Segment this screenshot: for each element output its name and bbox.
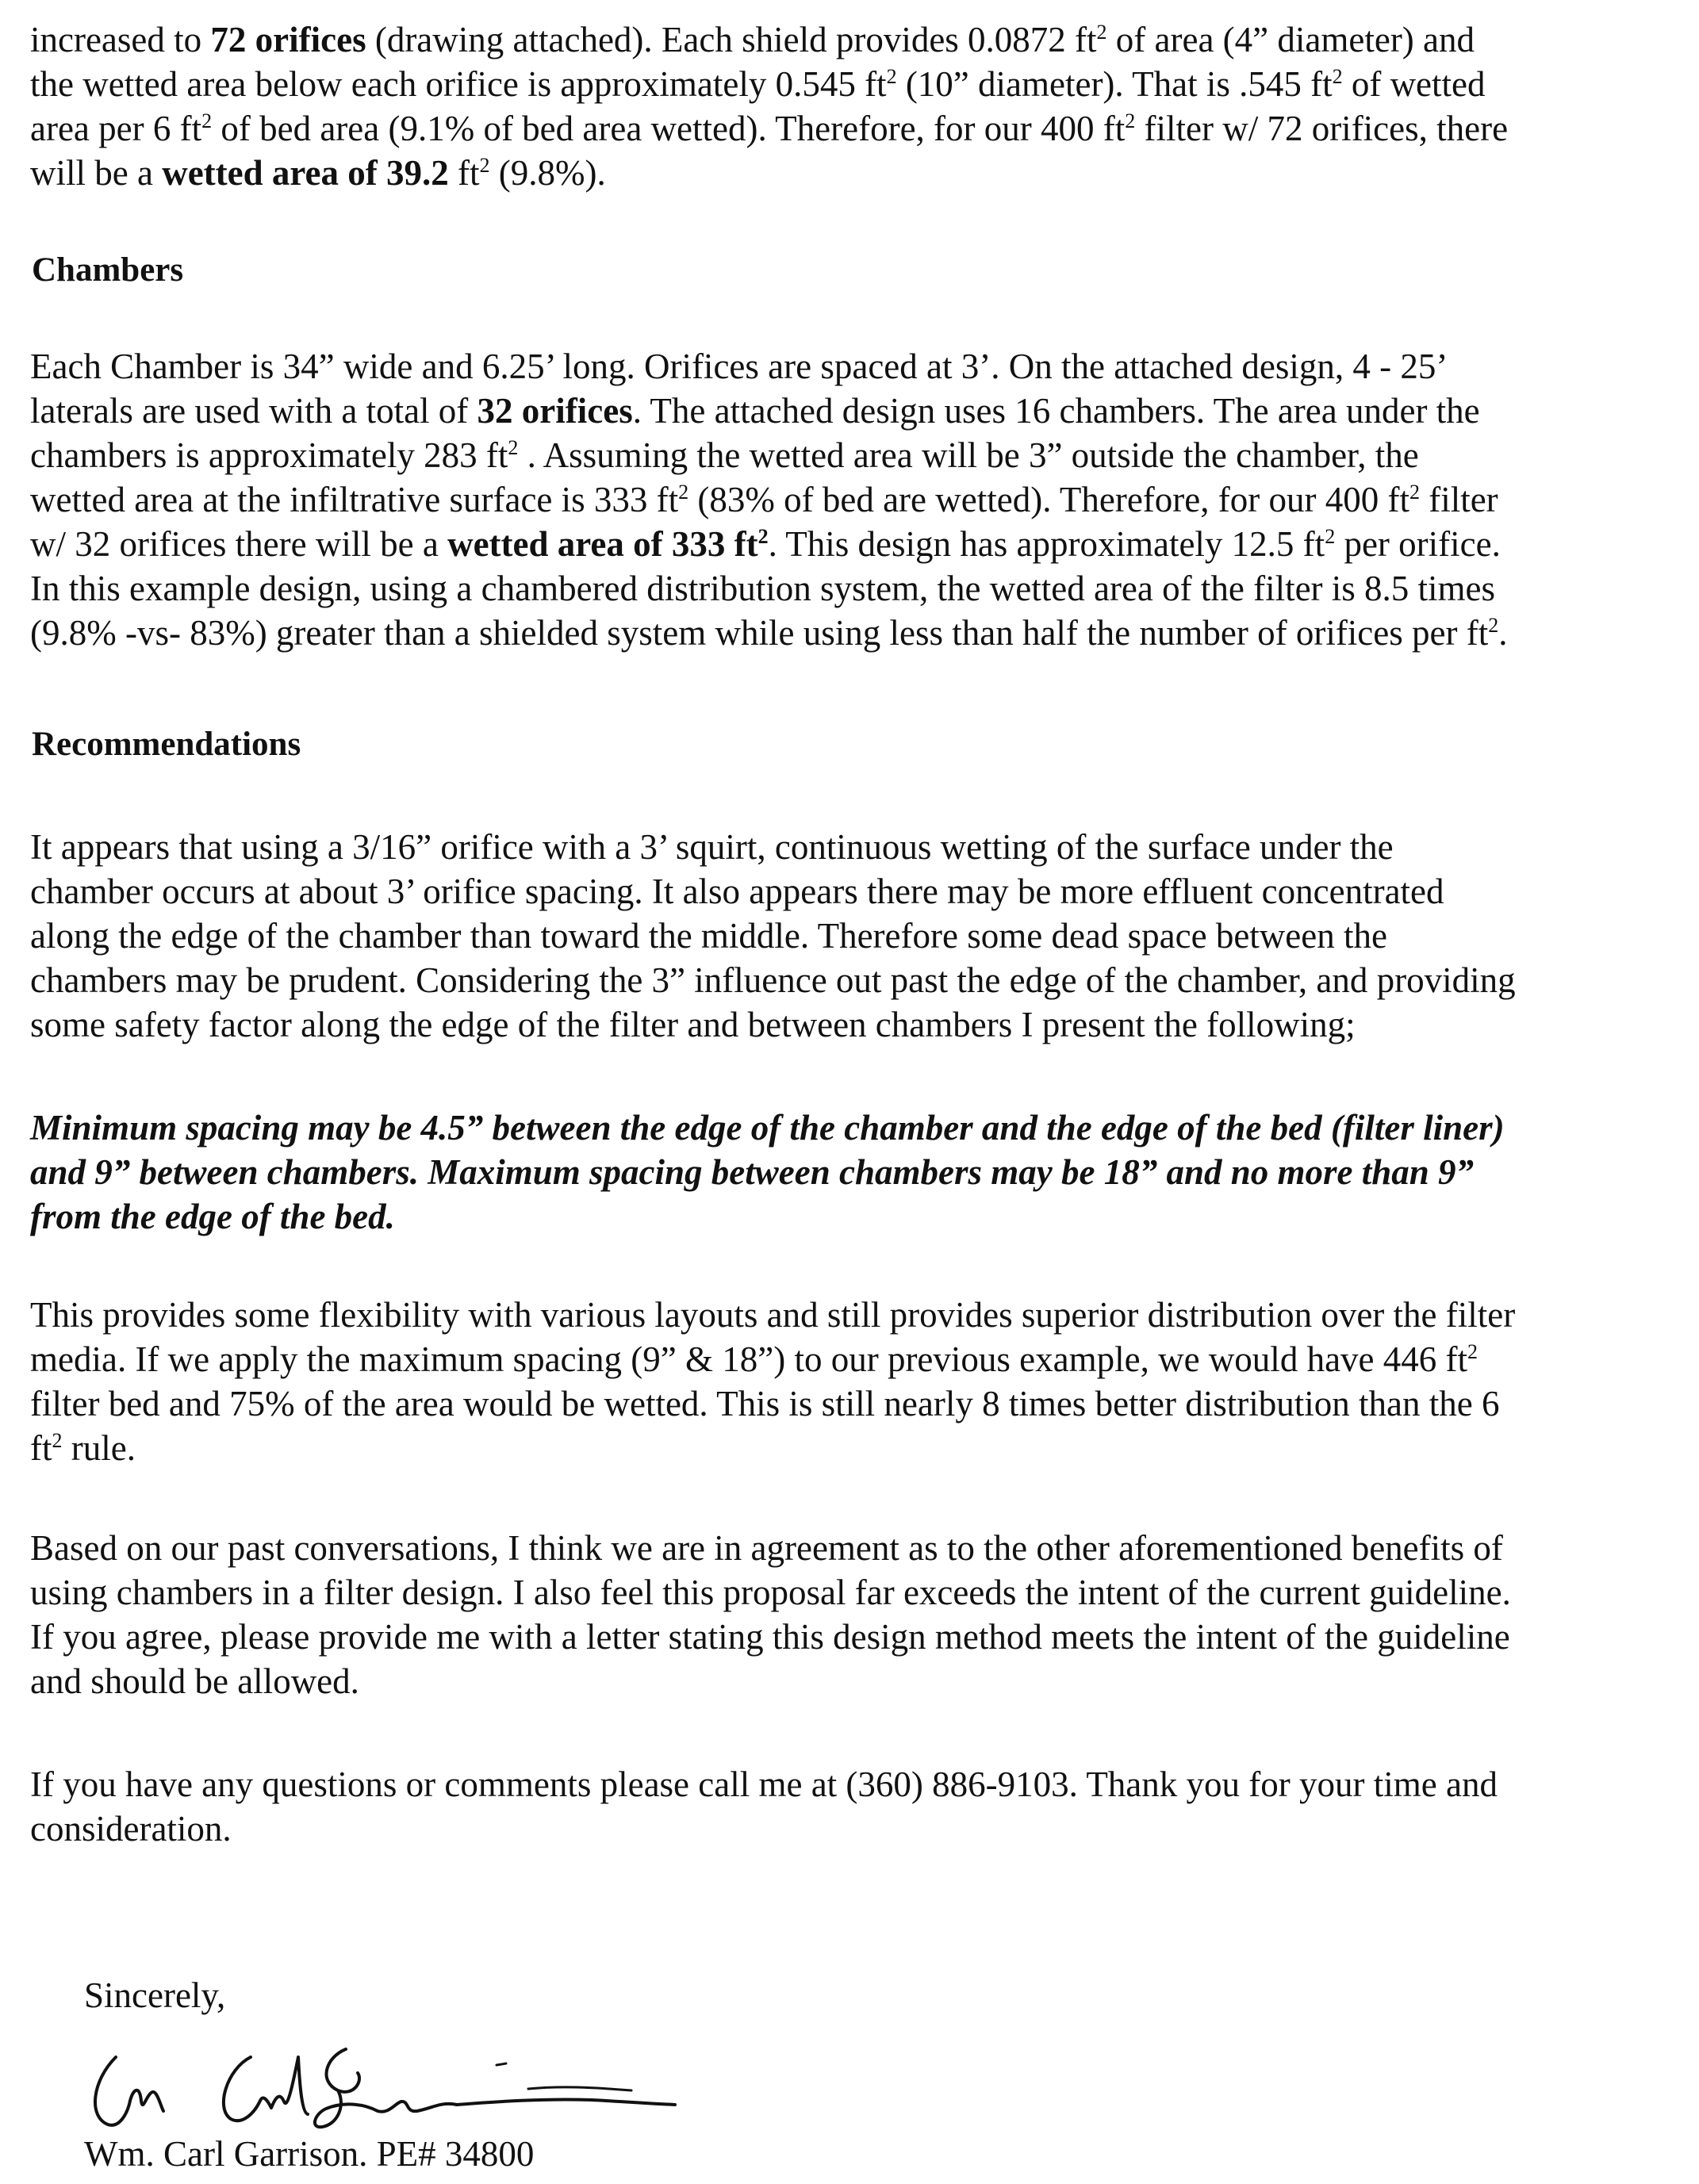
text-span: (83% of bed are wetted). Therefore, for our 400 ft [688, 480, 1409, 519]
flexibility-paragraph [30, 1293, 1680, 1470]
contact-paragraph [30, 1762, 1680, 1851]
signature-stroke [224, 2057, 308, 2121]
chambers-heading: Chambers [32, 251, 184, 289]
text-span: per orifice. [1335, 524, 1501, 564]
text-line: consideration. [30, 1809, 232, 1849]
text-span: (9.8% -vs- 83%) greater than a shielded system while using less than half the number of orifices per ft [30, 613, 1489, 653]
text-span: ft [448, 153, 480, 193]
text-span: area per 6 ft [30, 109, 202, 148]
superscript: 2 [1096, 21, 1107, 44]
superscript: 2 [1409, 481, 1420, 504]
superscript: 2 [1125, 109, 1136, 132]
superscript: 2 [52, 1429, 63, 1452]
superscript: 2 [508, 436, 519, 459]
text-line: and should be allowed. [30, 1661, 359, 1701]
signature-flourish [528, 2087, 631, 2090]
text-line: Each Chamber is 34” wide and 6.25’ long. Orifices are spaced at 3’. On the attached design, 4 - 25’ [30, 347, 1448, 386]
emphasis-32-orifices: 32 orifices [477, 391, 633, 431]
text-span: of wetted [1342, 64, 1486, 104]
text-span: (drawing attached). Each shield provides 0.0872 ft [366, 20, 1097, 59]
text-line: from the edge of the bed. [30, 1197, 395, 1236]
text-line: It appears that using a 3/16” orifice with a 3’ squirt, continuous wetting of the surface under the [30, 827, 1394, 867]
handwritten-signature [84, 2025, 703, 2136]
text-span: wetted area at the infiltrative surface is 333 ft [30, 480, 679, 519]
text-span: ft [30, 1428, 52, 1468]
superscript: 2 [1332, 65, 1343, 88]
signature-stroke [315, 2049, 457, 2127]
text-span: chambers is approximately 283 ft [30, 435, 508, 475]
superscript: 2 [479, 154, 490, 177]
superscript: 2 [678, 481, 689, 504]
text-span: filter w/ 72 orifices, there [1135, 109, 1509, 148]
text-span: of bed area (9.1% of bed area wetted). Therefore, for our 400 ft [212, 109, 1126, 148]
signature-block [84, 1975, 798, 2184]
text-line: Based on our past conversations, I think we are in agreement as to the other aforementioned benefits of [30, 1528, 1503, 1568]
text-span: w/ 32 orifices there will be a [30, 524, 448, 564]
text-line: This provides some flexibility with various layouts and still provides superior distribution over the filter [30, 1295, 1516, 1335]
text-span: . Assuming the wetted area will be 3” outside the chamber, the [518, 435, 1419, 475]
superscript: 2 [757, 525, 769, 548]
text-span: laterals are used with a total of [30, 391, 477, 431]
text-span: the wetted area below each orifice is approximately 0.545 ft [30, 64, 887, 104]
text-span: (9.8%). [489, 153, 606, 193]
spacing-recommendation [30, 1105, 1680, 1239]
text-span: filter [1419, 480, 1498, 519]
shield-paragraph [30, 17, 1680, 195]
signature-mark [497, 2063, 506, 2065]
emphasis-wetted-area: wetted area of 39.2 [162, 153, 449, 193]
signature-stroke [130, 2090, 163, 2111]
signer-name: Wm. Carl Garrison. PE# 34800 [84, 2134, 535, 2174]
text-line: along the edge of the chamber than toward the middle. Therefore some dead space between the [30, 916, 1387, 956]
emphasis-wetted-area-333: wetted area of 333 ft [447, 524, 758, 564]
text-span: of area (4” diameter) and [1106, 20, 1475, 59]
superscript: 2 [886, 65, 897, 88]
superscript: 2 [1467, 1340, 1478, 1363]
signature-stroke [95, 2057, 130, 2125]
text-span: . The attached design uses 16 chambers. The area under the [632, 391, 1480, 431]
text-line: some safety factor along the edge of the filter and between chambers I present the following; [30, 1005, 1356, 1044]
text-span: media. If we apply the maximum spacing (9” & 18”) to our previous example, we would have 446 ft [30, 1339, 1467, 1379]
text-line: using chambers in a filter design. I also feel this proposal far exceeds the intent of the current guideline. [30, 1573, 1511, 1612]
text-line: and 9” between chambers. Maximum spacing between chambers may be 18” and no more than 9” [30, 1152, 1475, 1192]
text-line: chamber occurs at about 3’ orifice spacing. It also appears there may be more effluent concentrated [30, 872, 1444, 911]
text-span: . [1498, 613, 1508, 653]
chambers-paragraph [30, 344, 1680, 655]
text-span: (10” diameter). That is .545 ft [896, 64, 1333, 104]
emphasis-72-orifices: 72 orifices [210, 20, 366, 59]
text-line: If you have any questions or comments please call me at (360) 886-9103. Thank you for your time and [30, 1764, 1498, 1804]
text-line: chambers may be prudent. Considering the 3” influence out past the edge of the chamber, and providing [30, 960, 1516, 1000]
text-span: increased to [30, 20, 211, 59]
text-line: Minimum spacing may be 4.5” between the edge of the chamber and the edge of the bed (filter liner) [30, 1108, 1505, 1148]
text-line: filter bed and 75% of the area would be wetted. This is still nearly 8 times better distribution than the 6 [30, 1384, 1500, 1423]
recommendations-paragraph [30, 825, 1680, 1047]
text-span: will be a [30, 153, 163, 193]
text-span: . This design has approximately 12.5 ft [768, 524, 1325, 564]
recommendations-heading: Recommendations [32, 726, 301, 763]
text-line: In this example design, using a chambered distribution system, the wetted area of the filter is 8.5 times [30, 569, 1496, 608]
agreement-paragraph [30, 1526, 1680, 1703]
text-span: rule. [62, 1428, 136, 1468]
superscript: 2 [1488, 614, 1499, 637]
text-line: If you agree, please provide me with a letter stating this design method meets the intent of the guideline [30, 1617, 1510, 1657]
superscript: 2 [201, 109, 213, 132]
closing: Sincerely, [84, 1975, 226, 2015]
signature-underline [457, 2099, 675, 2105]
superscript: 2 [1325, 525, 1336, 548]
